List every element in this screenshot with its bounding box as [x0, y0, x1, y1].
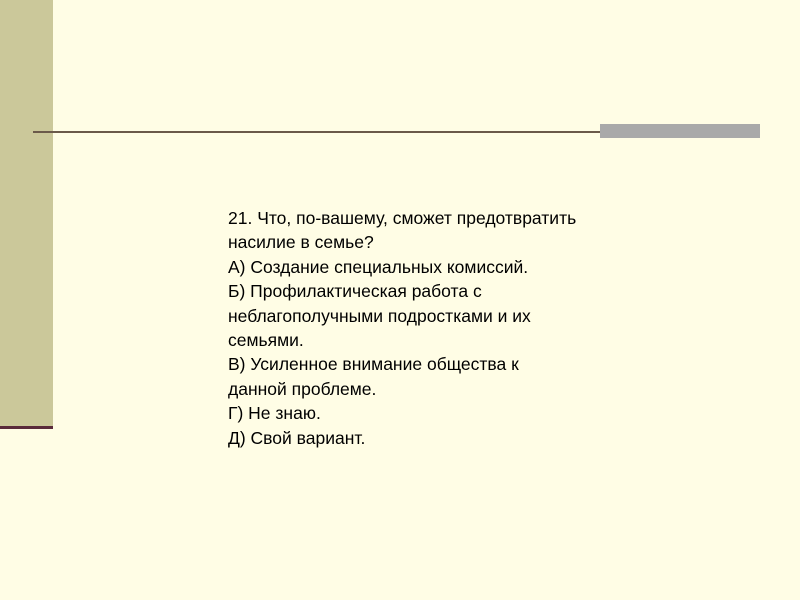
decorative-side-bar — [0, 0, 53, 426]
question-line-1: 21. Что, по-вашему, сможет предотвратить — [228, 208, 577, 228]
option-g: Г) Не знаю. — [228, 403, 321, 424]
option-v-line-2: данной проблеме. — [228, 378, 377, 399]
option-d: Д) Свой вариант. — [228, 427, 366, 448]
question-line-2: насилие в семье? — [228, 232, 374, 253]
option-v-line-1: В) Усиленное внимание общества к — [228, 354, 519, 375]
option-a: А) Создание специальных комиссий. — [228, 256, 529, 277]
question-text-box — [228, 206, 648, 450]
option-b-line-1: Б) Профилактическая работа с — [228, 281, 482, 302]
decorative-horizontal-rule — [33, 131, 601, 133]
option-b-line-3: семьями. — [228, 330, 304, 351]
decorative-side-bar-underline — [0, 426, 53, 429]
option-b-line-2: неблагополучными подростками и их — [228, 305, 531, 326]
decorative-rule-block — [600, 124, 760, 138]
